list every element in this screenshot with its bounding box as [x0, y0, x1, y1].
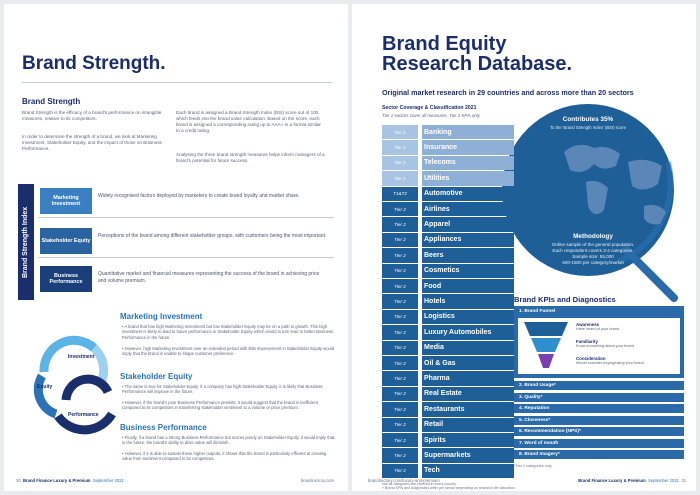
- sector-row: [382, 448, 514, 463]
- funnel-familiarity: [531, 338, 561, 352]
- sector-name: Insurance: [422, 140, 514, 154]
- sector-name: Supermarkets: [422, 448, 514, 462]
- intro-col2-p1: Each brand is assigned a Brand Strength Index (BSI) score out of 100, which feeds into the brand value calculation. Based on the score, each brand is assigned a corresponding rating up to AAA+ in a format similar to a credit rating.: [176, 110, 321, 133]
- sector-row: [382, 464, 514, 479]
- sector-tier: Tier 1: [382, 125, 418, 139]
- funnel-stage-desc: Know something about your brand: [576, 344, 634, 348]
- sector-name: Banking: [422, 125, 514, 139]
- sector-tier: Tier 2: [382, 325, 418, 339]
- funnel-stage-familiarity: Familiarity: [576, 339, 598, 344]
- index-row-stakeholder: [38, 224, 334, 258]
- footer-page-number: 30: [16, 478, 21, 483]
- sector-tier: Tier 2: [382, 294, 418, 308]
- sector-name: Telecoms: [422, 156, 514, 170]
- sector-note: † Brand KPIs and diagnostics differ per sector depending on research tier allocation.: [382, 486, 516, 491]
- footer-date: September 2021: [648, 478, 679, 483]
- intro-col2-p2: Analysing the three brand strength measures helps inform managers of a brand's potential for future success.: [176, 152, 325, 163]
- index-cell-desc: Quantitative market and financial measures representing the success of the brand in achieving price and volume premium.: [98, 271, 320, 284]
- sector-name: Retail: [422, 418, 514, 432]
- sector-tier: Tier 1: [382, 156, 418, 170]
- sector-row: [382, 140, 514, 155]
- section-heading: Brand Strength: [22, 97, 81, 106]
- kpi-item: 6. Recommendation (NPS)*: [514, 427, 684, 436]
- sector-tier: Tier 1: [382, 171, 418, 185]
- footer-report: Brand Finance Luxury & Premium: [23, 478, 91, 483]
- footer-date: September 2021: [92, 478, 124, 483]
- methodology-title: Methodology: [573, 233, 613, 240]
- footer-left: [16, 478, 124, 483]
- sector-name: Spirits: [422, 433, 514, 447]
- sector-name: Utilities: [422, 171, 514, 185]
- funnel-stage-consideration: Consideration: [576, 356, 606, 361]
- footer-url[interactable]: brandirectory.com/luxury-and-premium: [368, 478, 440, 483]
- sector-row: [382, 202, 514, 217]
- sector-row: [382, 356, 514, 371]
- sector-tier: Tier 2: [382, 402, 418, 416]
- sector-row: [382, 402, 514, 417]
- cycle-label-investment: Investment: [68, 354, 95, 360]
- sector-name: Appliances: [422, 233, 514, 247]
- right-page: [352, 4, 696, 491]
- intro-col1-p1: Brand Strength is the efficacy of a brand's performance on intangible measures, relative to its competitors.: [22, 110, 162, 121]
- sector-tier: Tier 1: [382, 140, 418, 154]
- funnel-stage-desc: Would consider buying/using your brand: [576, 361, 644, 365]
- cycle-label-performance: Performance: [68, 412, 99, 418]
- index-cell-desc: Widely recognised factors deployed by marketers to create brand loyalty and market share.: [98, 193, 300, 199]
- sector-tier: T1&T2: [382, 187, 418, 201]
- index-cell-desc: Perceptions of the brand among different stakeholder groups, with customers being the most important.: [98, 233, 327, 239]
- divider: [22, 82, 332, 83]
- sector-name: Oil & Gas: [422, 356, 514, 370]
- sector-name: Luxury Automobiles: [422, 325, 514, 339]
- sector-row: [382, 125, 514, 140]
- sector-tier: Tier 2: [382, 356, 418, 370]
- kpi-heading: Brand KPIs and Diagnostics: [514, 295, 616, 304]
- se-bullet-1: • The same is true for Stakeholder Equity. If a company has high Stakeholder Equity, it is likely that Business Performance will improve in the future.: [122, 384, 323, 395]
- brand-funnel-panel: [514, 306, 684, 378]
- left-page: [4, 4, 348, 491]
- investment-arc-tail: [94, 348, 104, 380]
- index-cell-label: Stakeholder Equity: [40, 228, 92, 254]
- sector-name: Pharma: [422, 371, 514, 385]
- funnel-awareness: [524, 322, 568, 336]
- performance-arc-inner: [66, 379, 108, 400]
- sector-tier: Tier 2: [382, 264, 418, 278]
- sector-row: [382, 387, 514, 402]
- cycle-label-equity: Equity: [37, 384, 53, 390]
- funnel-icon: [524, 322, 568, 370]
- contributes-title: Contributes 35%: [562, 116, 614, 123]
- methodology-lines: [528, 242, 658, 266]
- stakeholder-equity-heading: Stakeholder Equity: [120, 372, 193, 381]
- sector-row: [382, 233, 514, 248]
- index-row-marketing: [38, 184, 334, 218]
- kpi-item: 7. Word of mouth: [514, 439, 684, 448]
- sector-row: [382, 248, 514, 263]
- index-row-performance: [38, 262, 334, 296]
- sector-name: Cosmetics: [422, 264, 514, 278]
- methodology-line: Sample size: 55,000: [572, 254, 614, 259]
- footer-report: Brand Finance Luxury & Premium: [578, 478, 646, 483]
- sector-row: [382, 371, 514, 386]
- kpi-item: 2. Brand Usage*: [514, 381, 684, 390]
- funnel-stage-desc: Have heard of your brand: [576, 327, 620, 331]
- sector-tier: Tier 2: [382, 233, 418, 247]
- methodology-line: 500-1500 per category/market: [562, 260, 624, 265]
- kpi-note: *Tier 1 categories only: [514, 464, 552, 468]
- brand-strength-cycle-diagram: [22, 322, 118, 442]
- sector-name: Apparel: [422, 217, 514, 231]
- sector-name: Tech: [422, 464, 514, 478]
- mi-bullet-1: • A brand that has high Marketing Investment but low Stakeholder Equity may be on a path to growth. This high investment is likely to lead to future performance in Stakeholder Equity which would in turn lead to better Business Performance in the future.: [122, 324, 334, 340]
- contributes-subtitle: To the 'Brand Strength Index' (BSI) score: [550, 125, 626, 130]
- sector-name: Beers: [422, 248, 514, 262]
- sector-tier: Tier 2: [382, 448, 418, 462]
- title-line-2: Research Database.: [382, 53, 573, 75]
- funnel-body: [518, 318, 680, 374]
- sector-subheading: Tier 1 sectors cover all measures, Tier 2 KPIs only: [382, 113, 481, 118]
- bp-bullet-1: • Finally, if a brand has a strong Business Performance but scores poorly on Stakeholder Equity, it would imply that, in the future, the brand's ability to drive value will diminish.: [122, 435, 336, 446]
- brand-strength-index-label: Brand Strength Index: [18, 184, 34, 300]
- subtitle: Original market research in 29 countries and across more than 20 sectors: [382, 88, 634, 97]
- sector-name: Real Estate: [422, 387, 514, 401]
- kpi-item: 4. Reputation: [514, 404, 684, 413]
- sector-name: Restaurants: [422, 402, 514, 416]
- equity-arc: [38, 376, 56, 414]
- sector-tier: Tier 2: [382, 464, 418, 478]
- se-bullet-2: • However, if the brand's poor Business Performance persists, it would suggest that the brand is inefficient compared to its competitors in transferring stakeholder sentiment to a volume or price premium.: [122, 400, 318, 411]
- mi-bullet-2: • However, high Marketing Investment over an extended period with little improvement in Stakeholder Equity would imply that the brand is unable to shape customer preference.: [122, 346, 335, 357]
- sector-name: Media: [422, 341, 514, 355]
- sector-tier: Tier 2: [382, 418, 418, 432]
- sector-row: [382, 341, 514, 356]
- title-line-1: Brand Equity: [382, 33, 507, 55]
- marketing-investment-heading: Marketing Investment: [120, 312, 203, 321]
- sector-notes: [382, 482, 516, 491]
- sector-row: [382, 418, 514, 433]
- business-performance-heading: Business Performance: [120, 423, 207, 432]
- sector-tier: Tier 2: [382, 202, 418, 216]
- sector-note: Not all categories are covered in every country.: [382, 482, 457, 486]
- kpi-item: 5. Closeness*: [514, 416, 684, 425]
- sector-row: [382, 325, 514, 340]
- sector-row: [382, 279, 514, 294]
- kpi-item: 8. Brand Imagery*: [514, 450, 684, 459]
- sector-tier: Tier 2: [382, 433, 418, 447]
- footer-page-number: 31: [681, 478, 686, 483]
- sector-tier: Tier 2: [382, 341, 418, 355]
- sector-tier: Tier 2: [382, 279, 418, 293]
- sector-name: Logistics: [422, 310, 514, 324]
- sector-row: [382, 310, 514, 325]
- sector-tier: Tier 2: [382, 387, 418, 401]
- sector-row: [382, 264, 514, 279]
- footer-right: [578, 478, 686, 483]
- sector-row: [382, 171, 514, 186]
- bp-bullet-2: • However, if it is able to sustain these higher outputs, it shows that the brand is particularly efficient at creating value from sentiment compared to its competitors.: [122, 451, 327, 462]
- page-title: Brand Strength.: [22, 53, 166, 74]
- sector-name: Airlines: [422, 202, 514, 216]
- funnel-title: 1. Brand Funnel: [519, 309, 556, 314]
- sector-tier: Tier 2: [382, 371, 418, 385]
- index-cell-label: Business Performance: [40, 266, 92, 292]
- sector-name: Automotive: [422, 187, 514, 201]
- kpi-item: 3. Quality*: [514, 393, 684, 402]
- footer-url[interactable]: brandirectory.com: [300, 478, 334, 483]
- sector-tier: Tier 2: [382, 310, 418, 324]
- methodology-line: Each respondent covers 3-4 categories.: [552, 248, 634, 253]
- funnel-stage-awareness: Awareness: [576, 322, 600, 327]
- sector-name: Hotels: [422, 294, 514, 308]
- funnel-consideration: [538, 354, 554, 368]
- sector-name: Food: [422, 279, 514, 293]
- sector-tier: Tier 2: [382, 248, 418, 262]
- sector-row: [382, 294, 514, 309]
- methodology-line: Online sample of the general population.: [551, 242, 635, 247]
- sector-row: [382, 187, 514, 202]
- intro-col1-p2: In order to determine the strength of a brand, we look at Marketing Investment, Stakeholder Equity, and the impact of those on Business Performance.: [22, 134, 162, 151]
- sector-row: [382, 217, 514, 232]
- index-cell-label: Marketing Investment: [40, 188, 92, 214]
- sector-row: [382, 433, 514, 448]
- sector-row: [382, 156, 514, 171]
- sector-tier: Tier 2: [382, 217, 418, 231]
- sector-heading: Sector Coverage & Classification 2021: [382, 105, 477, 111]
